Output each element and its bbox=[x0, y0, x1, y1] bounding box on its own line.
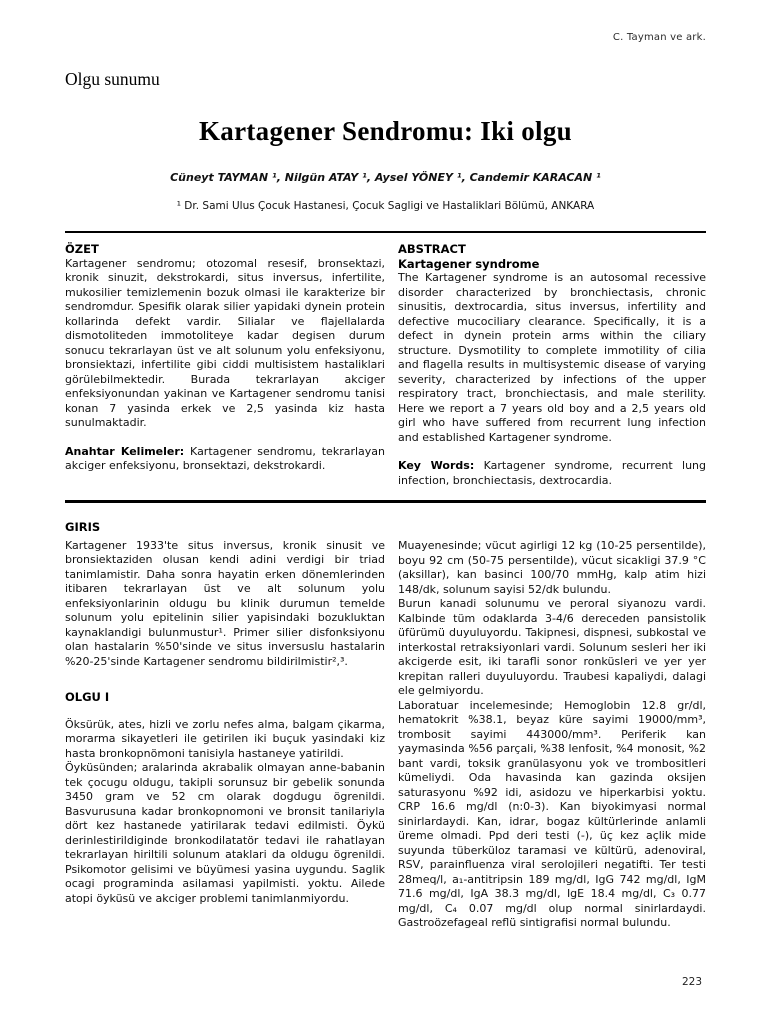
abstract-keywords bbox=[398, 459, 706, 488]
abstract-body: The Kartagener syndrome is an autosomal recessive disorder characterized by bronchiectasis, chronic sinusitis, dextrocardia, situs inversus, infertility and defective mucociliary clearance. Specifically, it is a defect in dynein protein arms within the ciliary structure. Dysmotility to complete immotility of cilia and flagella results in multisystemic disease of varying severity, characterized by infections of the upper respiratory tract, bronchiectasis, and male sterility. Here we report a 7 years old boy and a 2,5 years old girl who have suffered from recurrent lung infection and established Kartagener syndrome. bbox=[398, 271, 706, 444]
main-text-section bbox=[65, 520, 706, 931]
page-number: 223 bbox=[681, 976, 702, 988]
page-content bbox=[0, 32, 768, 931]
ozet-heading: ÖZET bbox=[65, 242, 99, 256]
abstract-keywords-text: Kartagener syndrome, recurrent lung infection, bronchiectasis, dextrocardia. bbox=[398, 459, 707, 487]
exam-paragraph-2: Burun kanadi solunumu ve peroral siyanozu vardi. Kalbinde tüm odaklarda 3-4/6 dereceden pansistolik üfürümü duyuluyordu. Takipnesi, dispnesi, subkostal ve interkostal retraksiyonlari vardi. Solunum sesleri her iki akcigerde esit, iki tarafli sonor ronküsleri ve yer yer krepitan ralleri duyuluyordu. Traubesi kapaliydi, dalagi ele gelmiyordu. bbox=[398, 597, 706, 697]
author-line: Cüneyt TAYMAN ¹, Nilgün ATAY ¹, Aysel YÖNEY ¹, Candemir KARACAN ¹ bbox=[170, 171, 601, 184]
header-divider bbox=[65, 231, 706, 233]
ozet-column bbox=[65, 242, 385, 488]
giris-paragraph: Kartagener 1933'te situs inversus, kronik sinusit ve bronsiektaziden olusan kendi adini verdigi bir triad tanimlamistir. Daha sonra hayatin erken dönemlerinden itibaren tekrarlayan üst ve alt solunum yolu enfeksiyonlarinin oldugu bu klinik durumun temelde solunum yolu epitelinin silier yapisindaki bozukluktan kaynaklandigi bulunmustur¹. Primer silier disfonksiyonu olan hastalarin %50'sinde ve situs inversuslu hastalarin %20-25'sinde Kartagener sendromu bildirilmistir²,³. bbox=[65, 538, 385, 668]
olgu1-heading: OLGU I bbox=[65, 690, 110, 704]
abstract-heading: ABSTRACT bbox=[398, 242, 466, 256]
giris-heading: GIRIS bbox=[65, 520, 101, 534]
olgu1-paragraph-2: Öyküsünden; aralarinda akrabalik olmayan anne-babanin tek çocugu oldugu, takipli sorunsuz bir gebelik sonunda 3450 gram ve 52 cm olarak dogdugu ögrenildi. Basvurusuna kadar bronkopnomoni ve bronsit tanilariyla dört kez hastanede yatirilarak tedavi edilmisti. Öykü derinlestirildiginde bronkodilatatör tedavi ile rahatlayan tekrarlayan hiriltili solunum ataklari da oldugu ögrenildi. Psikomotor gelisimi ve büyümesi yasina uygundu. Saglik ocagi programinda asilamasi yapilmisti. yoktu. Ailede atopi öyküsü ve akciger problemi tanimlanmiyordu. bbox=[65, 761, 385, 905]
main-left-column bbox=[65, 520, 385, 931]
ozet-keywords-text: Kartagener sendromu, tekrarlayan akciger enfeksiyonu, bronsektazi, dekstrokardi. bbox=[65, 444, 385, 472]
ozet-body: Kartagener sendromu; otozomal resesif, bronsektazi, kronik sinuzit, dekstrokardi, situs inversus, infertilite, mukosilier temizlemenin bozuk olmasi ile karakterize bir sendromdur. Spesifik olarak silier yapidaki dynein protein kollarinda defekt vardir. Silialar ve flajellalarda dismotoliteden immotoliteye kadar degisen durum sonucu tekrarlayan üst ve alt solunum yolu enfeksiyonu, bronsiektazi, infertilite gibi ciddi multisistem hastaliklari görülebilmektedir. Burada tekrarlayan akciger enfeksiyonundan yakinan ve Kartagener sendromu tanisi konan 7 yasinda erkek ve 2,5 yasinda kiz hasta sunulmaktadir. bbox=[65, 256, 385, 429]
abstract-column bbox=[398, 242, 706, 488]
article-title: Kartagener Sendromu: Iki olgu bbox=[199, 116, 572, 146]
ozet-keywords bbox=[65, 445, 385, 474]
abstract-subheading: Kartagener syndrome bbox=[398, 256, 540, 271]
abstract-keywords-label: Key Words: bbox=[398, 459, 475, 472]
exam-paragraph-1: Muayenesinde; vücut agirligi 12 kg (10-25 persentilde), boyu 92 cm (50-75 persentilde), vücut sicakligi 37.9 °C (aksillar), kan basinci 100/70 mmHg, kalp atim hizi 148/dk, solunum sayisi 52/dk bulundu. bbox=[398, 539, 706, 596]
exam-paragraph-3: Laboratuar incelemesinde; Hemoglobin 12.8 gr/dl, hematokrit %38.1, beyaz küre sayimi 19000/mm³, trombosit sayimi 443000/mm³. Periferik kan yaymasinda %56 parçali, %38 lenfosit, %4 monosit, %2 bant vardi, toksik granülasyonu yok ve trombositleri kümeliydi. Oda havasinda kan gazinda oksijen saturasyonu %92 idi, asidozu ve hiperkarbisi yoktu. CRP 16.6 mg/dl (n:0-3). Kan biyokimyasi normal sinirlardaydi. Kan, idrar, bogaz kültürlerinde anlamli üreme olmadi. Ppd deri testi (-), üç kez açlik mide suyunda tüberküloz taramasi ve kültürü, adenoviral, RSV, parainfluenza viral serolojileri negatifti. Ter testi 28meq/l, a₁-antitripsin 189 mg/dl, IgG 742 mg/dl, IgM 71.6 mg/dl, IgA 38.3 mg/dl, IgE 18.4 mg/dl, C₃ 0.77 mg/dl, C₄ 0.07 mg/dl olup normal sinirlardaydi. Gastroözefageal reflü sintigrafisi normal bulundu. bbox=[398, 698, 706, 929]
affiliation-line: ¹ Dr. Sami Ulus Çocuk Hastanesi, Çocuk Sagligi ve Hastaliklari Bölümü, ANKARA bbox=[176, 200, 595, 212]
article-type-label: Olgu sunumu bbox=[65, 69, 160, 89]
running-head: C. Tayman ve ark. bbox=[612, 32, 706, 43]
olgu1-paragraph-1: Öksürük, ates, hizli ve zorlu nefes alma, balgam çikarma, morarma sikayetleri ile getirilen iki buçuk yasindaki kiz hasta bronkopnömoni tanisiyla hastaneye yatirildi. bbox=[65, 717, 385, 760]
abstract-section bbox=[65, 242, 706, 488]
abstract-divider bbox=[65, 500, 706, 503]
main-right-column bbox=[398, 520, 706, 931]
ozet-keywords-label: Anahtar Kelimeler: bbox=[65, 444, 185, 458]
